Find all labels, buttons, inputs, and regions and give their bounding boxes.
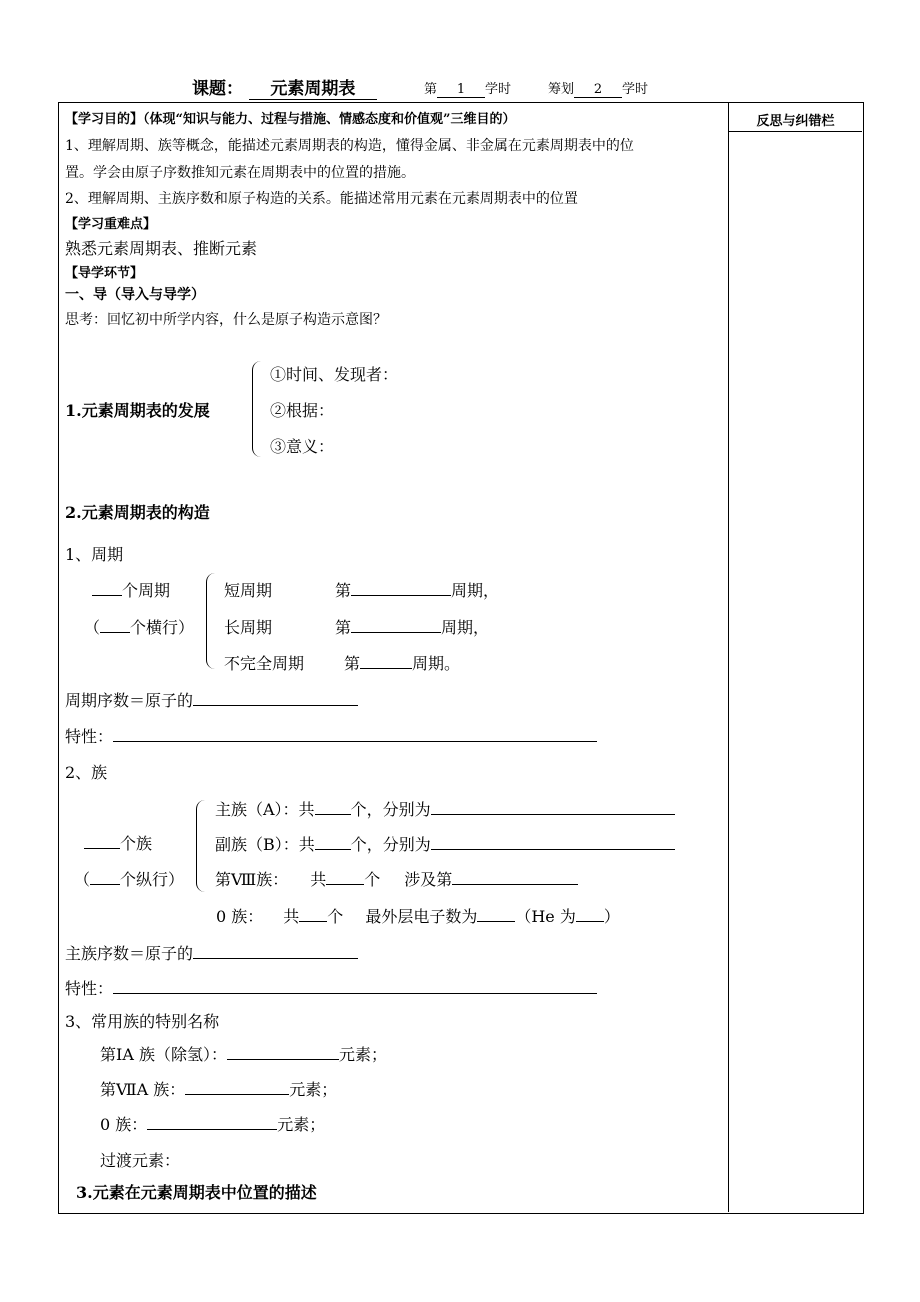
main-number-blank[interactable] xyxy=(193,943,358,959)
course-label: 课题： xyxy=(192,79,243,99)
viii-gong: 共 xyxy=(310,870,327,889)
viia-blank[interactable] xyxy=(185,1079,289,1095)
ia-line xyxy=(100,1042,387,1065)
period-number-line xyxy=(65,688,358,711)
viii-count-blank[interactable] xyxy=(326,869,364,885)
he-close: ） xyxy=(603,907,620,926)
plan-value: 2 xyxy=(574,82,622,98)
reflection-column-title: 反思与纠错栏 xyxy=(756,114,835,129)
goal-1a: 1、理解周期、族等概念，能描述元素周期表的构造，懂得金属、非金属在元素周期表中的位 xyxy=(65,138,634,154)
period-suffix: 学时 xyxy=(485,82,512,97)
dev-item-3: ③意义： xyxy=(270,437,335,456)
short-zhouqi: 周期， xyxy=(451,581,500,600)
zero-special-label: 0 族： xyxy=(100,1115,148,1134)
side-header-divider xyxy=(729,131,862,132)
dev-item-2: ②根据： xyxy=(270,401,335,420)
main-group-count-blank[interactable] xyxy=(315,799,351,815)
incomplete-period-fill xyxy=(344,651,460,674)
period-count-suffix: 个周期 xyxy=(122,581,171,600)
main-group-line xyxy=(215,797,675,820)
viia-line xyxy=(100,1077,337,1100)
transition-line: 过渡元素： xyxy=(100,1151,181,1170)
ia-label: 第ⅠA 族（除氢）： xyxy=(100,1045,227,1064)
zero-outer: 最外层电子数为 xyxy=(365,907,478,926)
key-text: 熟悉元素周期表、推断元素 xyxy=(65,239,258,258)
he-open: （He 为 xyxy=(515,907,576,926)
sub-group-line xyxy=(215,832,675,855)
dev-title: 1.元素周期表的发展 xyxy=(65,401,210,420)
sub-group-list-blank[interactable] xyxy=(431,834,675,850)
column-divider xyxy=(728,102,729,1212)
sub-group-count-blank[interactable] xyxy=(315,834,351,850)
structure-title: 2.元素周期表的构造 xyxy=(65,503,210,522)
rows-blank[interactable] xyxy=(100,617,130,633)
viii-ge: 个 xyxy=(364,870,381,889)
period-count-line xyxy=(92,578,170,601)
guide-think: 思考：回忆初中所学内容，什么是原子构造示意图？ xyxy=(65,312,387,328)
zero-label: 0 族： xyxy=(216,907,264,926)
zero-special-line xyxy=(100,1112,325,1135)
zero-group-line xyxy=(216,904,620,927)
long-zhouqi: 周期， xyxy=(441,618,490,637)
period-value: 1 xyxy=(437,82,485,98)
columns-blank[interactable] xyxy=(90,869,120,885)
rows-suffix: 个横行） xyxy=(130,618,195,637)
sub-group-mid: 个，分别为 xyxy=(350,835,431,854)
goals-heading: 【学习目的】（体现“知识与能力、过程与措施、情感态度和价值观”三维目的） xyxy=(65,112,516,127)
main-group-label: 主族（A）：共 xyxy=(215,800,315,819)
period-brace xyxy=(206,573,217,669)
group-count-suffix: 个族 xyxy=(120,834,153,853)
position-title: 3.元素在元素周期表中位置的描述 xyxy=(76,1183,317,1202)
period-heading: 1、周期 xyxy=(65,545,124,564)
group-columns-line xyxy=(74,867,184,890)
rows-open: （ xyxy=(84,618,101,637)
long-period-blank[interactable] xyxy=(351,617,441,633)
plan-count xyxy=(548,78,648,98)
guide-heading: 【导学环节】 xyxy=(65,266,144,281)
incomplete-zhouqi: 周期。 xyxy=(412,654,461,673)
long-di: 第 xyxy=(335,618,352,637)
guide-sub1: 一、导（导入与导学） xyxy=(65,287,205,303)
zero-gong: 共 xyxy=(283,907,300,926)
plan-suffix: 学时 xyxy=(622,82,649,97)
zero-count-blank[interactable] xyxy=(299,906,327,922)
short-period-fill xyxy=(335,578,499,601)
course-title: 元素周期表 xyxy=(249,74,377,100)
zero-ge: 个 xyxy=(327,907,344,926)
period-count xyxy=(424,78,511,98)
dev-brace xyxy=(252,361,263,457)
course-line xyxy=(192,74,377,100)
sub-group-label: 副族（B）：共 xyxy=(215,835,315,854)
special-heading: 3、常用族的特别名称 xyxy=(65,1012,220,1031)
main-number-label: 主族序数＝原子的 xyxy=(65,944,194,963)
group-feature-blank[interactable] xyxy=(113,978,597,994)
viia-label: 第ⅦA 族： xyxy=(100,1080,186,1099)
viia-end: 元素； xyxy=(289,1080,338,1099)
zero-special-blank[interactable] xyxy=(147,1114,277,1130)
long-period-fill xyxy=(335,615,489,638)
long-period: 长周期 xyxy=(224,618,273,637)
group-brace xyxy=(196,800,207,892)
main-group-mid: 个，分别为 xyxy=(350,800,431,819)
group-count-blank[interactable] xyxy=(84,833,120,849)
short-di: 第 xyxy=(335,581,352,600)
period-prefix: 第 xyxy=(424,82,438,97)
goal-1b: 置。学会由原子序数推知元素在周期表中的位置的措施。 xyxy=(65,165,415,181)
plan-prefix: 筹划 xyxy=(548,82,575,97)
he-blank[interactable] xyxy=(576,906,604,922)
period-rows-line xyxy=(84,615,194,638)
key-heading: 【学习重难点】 xyxy=(65,217,157,232)
incomplete-period: 不完全周期 xyxy=(224,654,305,673)
viii-involve-blank[interactable] xyxy=(452,869,578,885)
ia-end: 元素； xyxy=(338,1045,387,1064)
columns-suffix: 个纵行） xyxy=(120,870,185,889)
group-heading: 2、族 xyxy=(65,763,108,782)
main-number-line xyxy=(65,941,358,964)
group-feature-line xyxy=(65,976,597,999)
group-feature-label: 特性： xyxy=(65,979,114,998)
ia-blank[interactable] xyxy=(227,1044,339,1060)
zero-special-end: 元素； xyxy=(277,1115,326,1134)
viii-involve: 涉及第 xyxy=(404,870,453,889)
zero-outer-blank[interactable] xyxy=(477,906,515,922)
dev-item-1: ①时间、发现者： xyxy=(270,365,399,384)
period-feature-blank[interactable] xyxy=(113,726,597,742)
period-number-blank[interactable] xyxy=(193,690,358,706)
incomplete-period-blank[interactable] xyxy=(360,653,412,669)
viii-label: 第Ⅷ族： xyxy=(215,870,289,889)
group-count-line xyxy=(84,831,152,854)
viii-group-line xyxy=(215,867,578,890)
period-count-blank[interactable] xyxy=(92,580,122,596)
incomplete-di: 第 xyxy=(344,654,361,673)
short-period-blank[interactable] xyxy=(351,580,451,596)
columns-open: （ xyxy=(74,870,91,889)
period-feature-label: 特性： xyxy=(65,727,114,746)
main-group-list-blank[interactable] xyxy=(431,799,675,815)
period-feature-line xyxy=(65,724,597,747)
short-period: 短周期 xyxy=(224,581,273,600)
goal-2: 2、理解周期、主族序数和原子构造的关系。能描述常用元素在元素周期表中的位置 xyxy=(65,191,578,207)
period-number-label: 周期序数＝原子的 xyxy=(65,691,194,710)
